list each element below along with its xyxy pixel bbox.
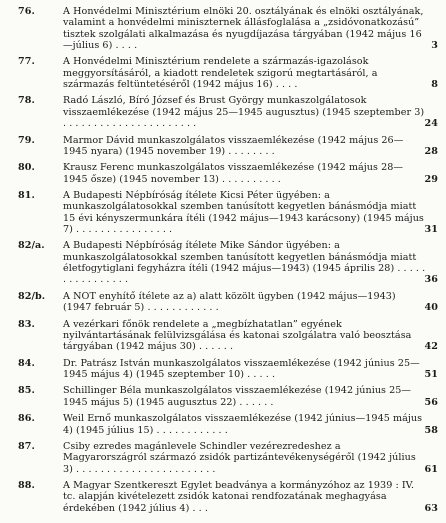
toc-entry	[0, 240, 446, 285]
page-number: 28	[424, 145, 438, 157]
entry-text: A vezérkari főnök rendelete a „megbízhatatlan” egyének nyilvántartásának felülvizsgálása és katonai szolgálatra való beosztása tárgyában (1942 május 30) . . . . . .	[63, 318, 412, 353]
page-number: 56	[424, 396, 438, 408]
page-number: 29	[424, 173, 438, 185]
toc-entry	[0, 441, 446, 475]
page-number: 63	[424, 502, 438, 514]
entry-text: A Budapesti Népbíróság ítélete Kicsi Péter ügyében: a munkaszolgálatosokkal szemben tanúsított kegyetlen bánásmódja miatt 15 évi kényszermunkára ítéli (1942 május—1943 karácsony) (1945 május 7) . . . . . . . . . . . . . . . .	[63, 190, 424, 235]
entry-text: A Budapesti Népbíróság ítélete Mike Sándor ügyében: a munkaszolgálatosokkal szemben tanúsított kegyetlen bánásmódja miatt életfogytiglani fegyházra ítéli (1942 május—1943) (1945 április 28) . . . . . . . . . . . . . . . .	[63, 240, 426, 286]
entry-number: 77.	[18, 56, 35, 68]
entry-number: 88.	[18, 480, 35, 492]
page-number: 42	[424, 341, 438, 353]
entry-text: Krausz Ferenc munkaszolgálatos visszaemlékezése (1942 május 28—1945 ősze) (1945 november 13) . . . . . . . . . .	[63, 162, 404, 185]
entry-number: 86.	[18, 413, 35, 425]
page-number: 40	[424, 302, 438, 314]
entry-number: 87.	[18, 441, 35, 453]
entry-number: 82/b.	[18, 290, 46, 302]
entry-text: Dr. Patrász István munkaszolgálatos visszaemlékezése (1942 június 25—1945 május 4) (1945 szeptember 10) . . . . .	[63, 357, 420, 380]
entry-text: Schillinger Béla munkaszolgálatos visszaemlékezése (1942 június 25—1945 május 5) (1945 augusztus 22) . . . . . .	[63, 385, 412, 408]
toc-entry	[0, 413, 446, 436]
entry-text: A Honvédelmi Minisztérium rendelete a származás-igazolások meggyorsításáról, a kiadott rendeletek szigorú megtartásáról, a származás feltüntetéséről (1942 május 16) . . . .	[63, 56, 378, 90]
entry-number: 82/a.	[18, 240, 45, 252]
entry-number: 81.	[18, 190, 35, 202]
toc-entry	[0, 291, 446, 314]
toc-entry	[0, 162, 446, 185]
entry-number: 85.	[18, 385, 35, 397]
page-number: 36	[424, 274, 438, 286]
table-of-contents	[0, 6, 446, 519]
page-number: 24	[424, 118, 438, 130]
page-number: 8	[431, 78, 438, 90]
entry-text: Csiby ezredes magánlevele Schindler vezérezredeshez a Magyarországról származó zsidók partizántevékenységéről (1942 július 3) . . . . . . . . . . . . . . . . . . . . . . .	[63, 441, 416, 475]
toc-entry	[0, 319, 446, 353]
toc-entry	[0, 56, 446, 90]
toc-entry	[0, 358, 446, 381]
entry-number: 83.	[18, 318, 35, 330]
entry-text: Radó László, Bíró József és Brust György munkaszolgálatosok visszaemlékezése (1942 május 25—1945 augusztus) (1945 szeptember 3) . . . . . . . . . . . . . . . . . . . . . .	[63, 95, 425, 130]
toc-entry	[0, 135, 446, 158]
toc-entry	[0, 6, 446, 51]
entry-number: 80.	[18, 162, 35, 174]
entry-text: A Honvédelmi Minisztérium elnöki 20. osztályának és elnöki osztályának, valamint a honvédelmi miniszternek állásfoglalása a „zsidóvonatkozású” tisztek szolgálati alkalmazása és nyugdíjazása tárgyában (1942 május 16—július 6) . . . .	[63, 6, 424, 51]
page-number: 61	[424, 463, 438, 475]
entry-text: A Magyar Szentkereszt Egylet beadványa a kormányzóhoz az 1939 : IV. tc. alapján kivételezett zsidók katonai rendfozatának meghagyása érdekében (1942 július 4) . . .	[63, 480, 415, 514]
toc-entry	[0, 95, 446, 129]
page-number: 3	[431, 39, 438, 51]
entry-number: 76.	[18, 6, 35, 17]
page-number: 58	[424, 424, 438, 436]
entry-number: 78.	[18, 95, 35, 107]
toc-entry	[0, 385, 446, 408]
entry-text: A NOT enyhítő ítélete az a) alatt közölt ügyben (1942 május—1943) (1947 február 5) . . . . . . . . . . . .	[63, 290, 396, 314]
page-number: 31	[424, 223, 438, 235]
toc-entry	[0, 190, 446, 235]
entry-number: 84.	[18, 357, 35, 369]
page-number: 51	[424, 369, 438, 380]
entry-text: Weil Ernő munkaszolgálatos visszaemlékezése (1942 június—1945 május 4) (1945 július 15) . . . . . . . . . . . .	[63, 413, 423, 436]
entry-text: Marmor Dávid munkaszolgálatos visszaemlékezése (1942 május 26—1945 nyara) (1945 november 19) . . . . . . . .	[63, 134, 404, 157]
entry-number: 79.	[18, 134, 35, 146]
toc-entry	[0, 480, 446, 514]
